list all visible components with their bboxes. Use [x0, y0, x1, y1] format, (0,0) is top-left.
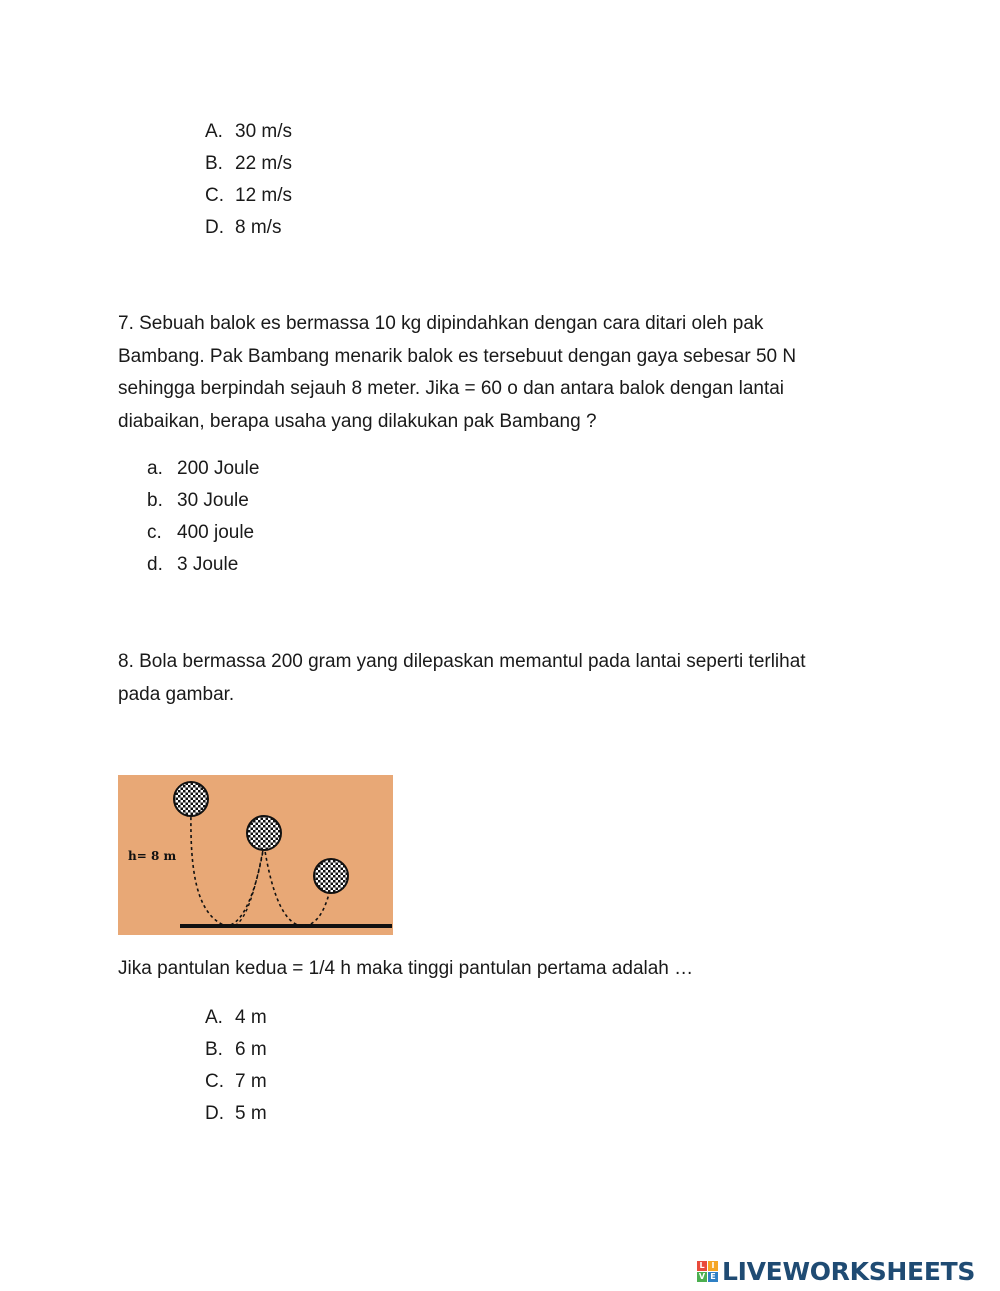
q6-option-d: D. 8 m/s	[205, 217, 282, 238]
logo-text: LIVEWORKSHEETS	[722, 1256, 976, 1286]
q6-option-a: A. 30 m/s	[205, 121, 293, 142]
ball-top	[174, 782, 208, 816]
q7-option-a: a. 200 Joule	[147, 458, 260, 479]
logo-letter: I	[708, 1261, 718, 1271]
q8-followup-text: Jika pantulan kedua = 1/4 h maka tinggi pantulan pertama adalah …	[118, 958, 694, 979]
q8-option-a: A. 4 m	[205, 1007, 267, 1028]
q7-question-text: 7. Sebuah balok es bermassa 10 kg dipindahkan dengan cara ditari oleh pak Bambang. Pak Bambang menarik balok es tersebuut dengan gaya sebesar 50 N sehingga berpindah sejauh 8 meter. Jika = 60 o dan antara balok dengan lantai diabaikan, berapa usaha yang dilakukan pak Bambang ?	[118, 313, 797, 432]
q8-option-b: B. 6 m	[205, 1039, 267, 1060]
bouncing-ball-figure	[118, 775, 393, 935]
q8-question-text: 8. Bola bermassa 200 gram yang dilepaskan memantul pada lantai seperti terlihat pada gambar.	[118, 651, 806, 705]
q7-option-c: c. 400 joule	[147, 522, 255, 543]
logo-letter: V	[698, 1271, 706, 1281]
q7-option-d: d. 3 Joule	[147, 554, 239, 575]
height-label: h= 8 m	[128, 849, 177, 863]
q8-option-d: D. 5 m	[205, 1103, 267, 1124]
logo-letter: E	[708, 1272, 718, 1282]
q6-option-c: C. 12 m/s	[205, 185, 293, 206]
floor-line	[180, 924, 392, 928]
logo-mark-icon	[697, 1261, 718, 1282]
q6-option-b: B. 22 m/s	[205, 153, 293, 174]
liveworksheets-logo	[697, 1256, 975, 1286]
ball-middle	[247, 816, 281, 850]
ball-low	[314, 859, 348, 893]
q8-option-c: C. 7 m	[205, 1071, 267, 1092]
logo-letter: L	[697, 1261, 707, 1271]
q7-option-b: b. 30 Joule	[147, 490, 249, 511]
